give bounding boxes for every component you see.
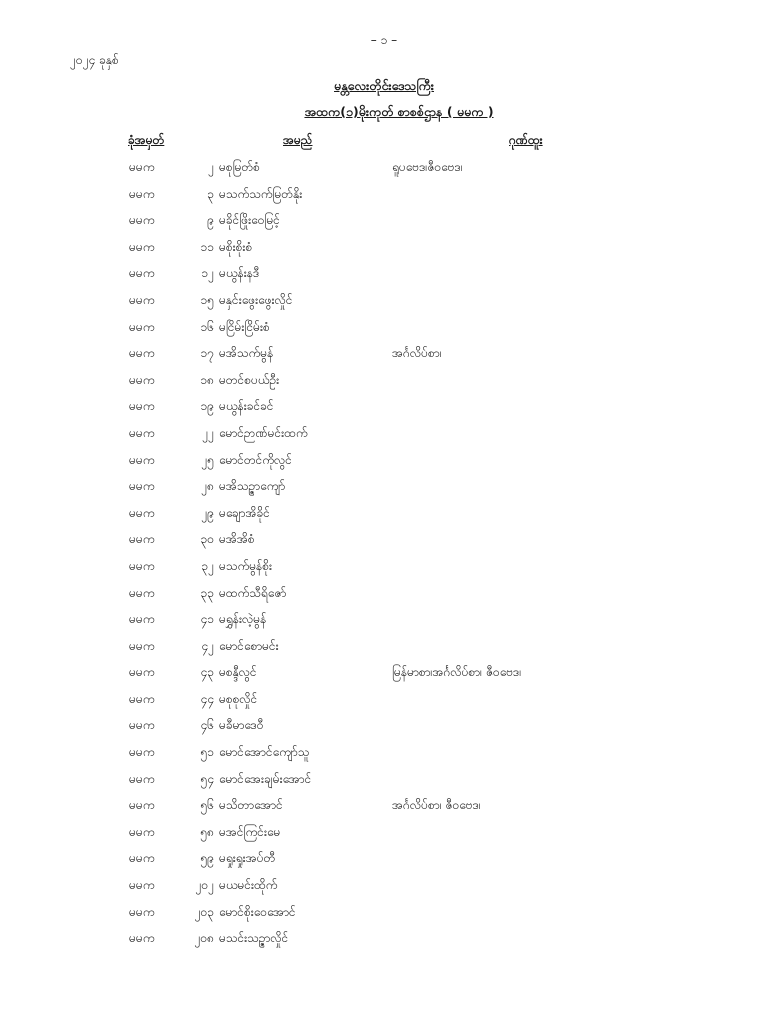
list-item [0,636,768,663]
column-headers [0,132,768,152]
row-number: ၅၈ [200,824,214,839]
row-section: မမက [129,425,155,440]
list-item [0,689,768,716]
row-distinction: အင်္ဂလိပ်စာ၊ ဇီဝဗေဒ၊ [392,798,481,813]
row-section: မမက [129,665,155,680]
list-item [0,476,768,503]
year-label: ၂၀၂၄ ခုနှစ် [70,53,119,67]
row-number: ၅၆ [200,798,214,813]
list-item [0,290,768,317]
row-name: မောင်ဉာဏ်မင်းထက် [219,425,308,440]
row-distinction: မြန်မာစာ၊အင်္ဂလိပ်စာ၊ ဇီဝဗေဒ၊ [392,665,522,680]
row-number: ၄၃ [200,665,214,680]
row-name: မောင်အောင်ကျော်သူ [219,745,310,760]
header-name: အမည် [283,133,313,147]
row-section: မမက [129,745,155,760]
list-item [0,795,768,822]
row-section: မမက [129,239,155,254]
row-number: ၁၇ [200,346,214,361]
row-name: မောင်စောမင်း [219,638,279,653]
row-number: ၁၅ [200,292,214,307]
row-name: မငြိမ်းငြိမ်းစံ [219,319,270,334]
list-item [0,529,768,556]
row-section: မမက [129,292,155,307]
page-number: – ၁ – [370,33,398,47]
row-number: ၂ [208,160,214,174]
list-item [0,609,768,636]
row-name: မတင်စပယ်ဦး [219,372,280,387]
row-section: မမက [129,771,155,786]
row-distinction: အင်္ဂလိပ်စာ၊ [392,346,442,361]
list-item [0,848,768,875]
row-number: ၉ [207,213,214,228]
row-section: မမက [129,186,155,201]
row-section: မမက [129,931,155,946]
row-name: မသက်သက်မြတ်နိုး [219,186,303,201]
row-section: မမက [129,824,155,839]
row-number: ၄၆ [200,718,214,733]
header-distinction: ဂုဏ်ထူး [509,133,543,147]
list-item [0,184,768,211]
row-section: မမက [129,319,155,334]
row-section: မမက [129,505,155,520]
row-number: ၂၅ [201,452,214,467]
list-item [0,875,768,902]
row-name: မယွန်းနဒီ [219,266,260,281]
row-name: မယွန်းခင်ခင် [219,399,274,414]
row-number: ၂၀၈ [194,931,214,946]
row-section: မမက [129,532,155,547]
row-name: မသိတာအောင် [219,798,283,813]
list-item [0,742,768,769]
row-name: မစိုးစိုးစံ [219,239,253,254]
row-name: မအင်ကြင်းမေ [219,824,281,839]
row-section: မမက [129,798,155,813]
header-section: ခုံအမှတ် [128,133,165,147]
row-section: မမက [129,399,155,414]
row-number: ၁၂ [201,266,214,281]
row-number: ၂၀၂ [195,878,214,893]
row-number: ၃၂ [201,558,214,573]
document-title: မန္တလေးတိုင်းဒေသကြီး [334,78,434,93]
list-item [0,423,768,450]
row-number: ၂၀၃ [194,904,214,919]
row-number: ၄၄ [200,691,214,706]
row-name: မအိသဉ္ဇာကျော် [219,479,286,494]
row-name: မစန္ဒီလွင် [219,665,257,680]
row-number: ၅၁ [200,745,214,760]
list-item [0,343,768,370]
row-name: မနှင်းဖွေးဖွေးလှိုင် [219,292,293,307]
row-number: ၅၉ [200,851,214,866]
list-item [0,556,768,583]
row-number: ၁၁ [200,239,214,254]
list-item [0,715,768,742]
row-section: မမက [129,718,155,733]
row-distinction: ရူပဗေဒ၊ဇီဝဗေဒ၊ [392,160,463,174]
list-item [0,370,768,397]
list-item [0,317,768,344]
row-number: ၂၈ [201,479,214,494]
list-item [0,210,768,237]
row-number: ၄၁ [200,612,214,627]
row-section: မမက [129,452,155,467]
row-number: ၁၆ [200,319,214,334]
row-section: မမက [129,346,155,361]
row-section: မမက [129,213,155,228]
row-section: မမက [129,691,155,706]
row-number: ၅၄ [200,771,214,786]
results-list [0,157,768,955]
row-name: မထက်သီရိဇော် [219,585,287,600]
row-name: မရှုးရှုးအပ်တီ [219,851,276,866]
row-number: ၄၂ [201,638,214,653]
row-number: ၃၀ [200,532,214,547]
list-item [0,237,768,264]
row-section: မမက [129,266,155,281]
row-number: ၁၉ [200,399,214,414]
row-name: မရွှန်းလဲ့မွန် [219,612,267,627]
row-section: မမက [129,558,155,573]
row-name: မစုစုလှိုင် [219,691,258,706]
list-item [0,902,768,929]
row-name: မောင်တင်ကိုလွင် [219,452,292,467]
row-name: မစုမြတ်စံ [219,160,260,174]
row-number: ၂၂ [202,425,214,440]
row-name: မခိုင်ဖြိုးဝေမြင့် [219,213,280,228]
row-section: မမက [129,372,155,387]
row-name: မောင်အေးချမ်းအောင် [219,771,312,786]
list-item [0,583,768,610]
row-number: ၁၈ [200,372,214,387]
row-section: မမက [129,479,155,494]
list-item [0,928,768,955]
row-name: မခီမာဒေဝီ [219,718,264,733]
list-item [0,662,768,689]
row-name: မအိအိစံ [219,532,255,547]
document-subtitle: အထက(၁)မိုးကုတ် စာစစ်ဌာန ( မမက ) [304,104,494,119]
row-number: ၃၃ [200,585,214,600]
list-item [0,450,768,477]
row-section: မမက [129,878,155,893]
row-section: မမက [129,904,155,919]
list-item [0,822,768,849]
row-name: မောင်စိုးဝေအောင် [219,904,296,919]
row-name: မသက်မွန်စိုး [219,558,273,573]
row-section: မမက [129,851,155,866]
list-item [0,769,768,796]
row-section: မမက [129,638,155,653]
row-section: မမက [129,612,155,627]
row-number: ၂၉ [201,505,214,520]
row-name: မချောအိခိုင် [219,505,270,520]
row-name: မအိသက်မွန် [219,346,274,361]
row-number: ၃ [207,186,214,201]
list-item [0,263,768,290]
row-name: မသင်းသဉ္ဇာလှိုင် [219,931,289,946]
row-section: မမက [129,160,155,174]
row-name: မယမင်းထိုက် [219,878,278,893]
row-section: မမက [129,585,155,600]
list-item [0,157,768,184]
list-item [0,396,768,423]
list-item [0,503,768,530]
